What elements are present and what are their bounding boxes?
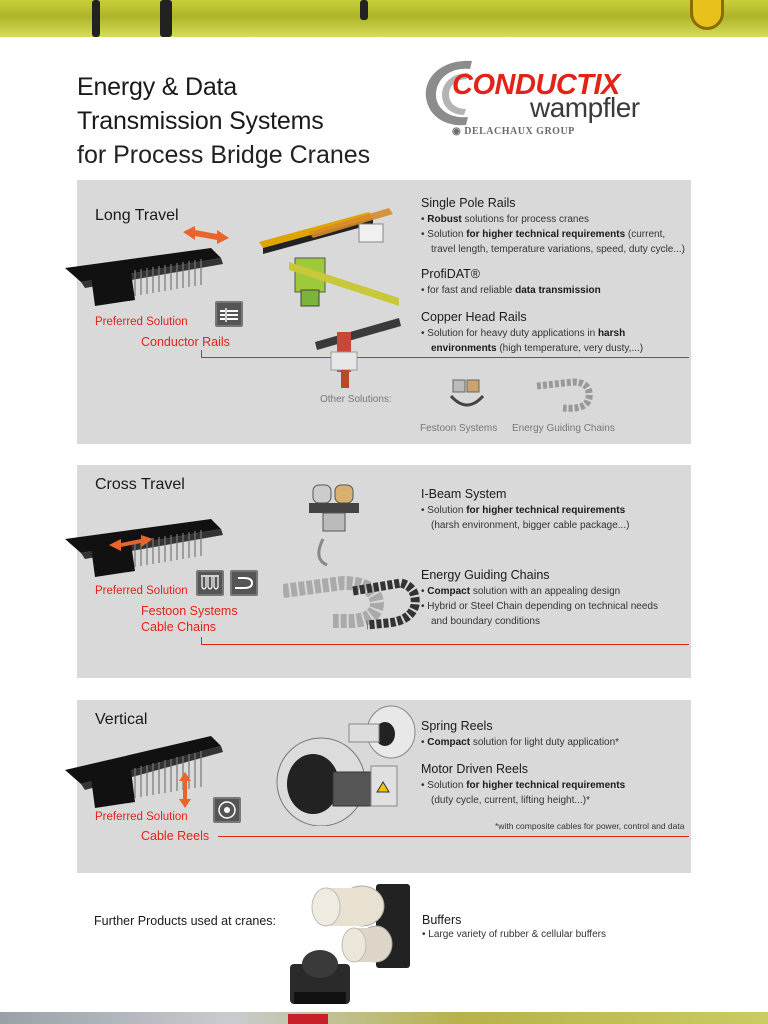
product-buffers: [422, 913, 682, 940]
product-title: ProfiDAT®: [421, 267, 480, 281]
header-photo-strip: [0, 0, 768, 37]
solution-cable-reels: Cable Reels: [141, 829, 210, 843]
product-title: Single Pole Rails: [421, 196, 516, 210]
vertical-panel: [77, 700, 691, 873]
vertical-footnote: *with composite cables for power, control and data: [495, 821, 685, 831]
product-copper-head-rails: [421, 310, 689, 356]
solution-conductor-rails: Conductor Rails: [141, 335, 230, 349]
product-bullet-cont: travel length, temperature variations, speed, duty cycle...): [431, 244, 686, 255]
crane-cross-travel-illustration: [61, 501, 241, 581]
vertical-heading: Vertical: [95, 711, 148, 728]
product-bullet: • Robust solutions for process cranes: [421, 214, 590, 225]
product-bullet: • Solution for higher technical requirements: [421, 780, 626, 791]
title-line-3: for Process Bridge Cranes: [77, 141, 371, 169]
red-connector-line: [218, 836, 689, 837]
conductor-rails-product-image: [249, 202, 417, 392]
product-energy-guiding-chains: [421, 568, 689, 629]
cable-graphic: [92, 0, 100, 37]
cable-graphic: [160, 0, 172, 37]
product-profidat: [421, 267, 689, 298]
product-title: Energy Guiding Chains: [421, 568, 550, 582]
logo-sub-text: wampfler: [530, 92, 640, 123]
company-logo: [422, 55, 692, 140]
product-bullet-cont: (duty cycle, current, lifting height...)*: [431, 795, 590, 806]
product-title: Spring Reels: [421, 719, 493, 733]
product-bullet: • Compact solution with an appealing design: [421, 586, 621, 597]
footer-photo-strip: [0, 1012, 768, 1024]
long-travel-panel: [77, 180, 691, 444]
cable-graphic: [360, 0, 368, 20]
red-connector-line: [201, 644, 689, 645]
cable-reel-icon: [213, 797, 241, 823]
other-solutions-label: Other Solutions:: [320, 394, 392, 405]
travel-direction-arrow-icon: [183, 224, 231, 246]
product-title: Motor Driven Reels: [421, 762, 528, 776]
product-bullet: • Large variety of rubber & cellular buffers: [422, 929, 606, 940]
cross-travel-heading: Cross Travel: [95, 476, 185, 493]
cable-chain-icon: [230, 570, 258, 596]
product-bullet: • Compact solution for light duty application*: [421, 737, 620, 748]
logo-brand-text: CONDUCTIX: [452, 69, 620, 101]
red-connector-tick: [201, 637, 202, 644]
product-title: Buffers: [422, 913, 462, 927]
cable-reels-product-image: [273, 702, 423, 826]
chain-product-image: [533, 376, 597, 414]
crane-hook-graphic: [690, 0, 724, 30]
product-bullet: • Solution for higher technical requirements (current,: [421, 229, 666, 240]
product-single-pole-rails: [421, 196, 689, 257]
buffers-product-image: [290, 880, 416, 1012]
title-line-1: Energy & Data: [77, 73, 237, 101]
title-line-2: Transmission Systems: [77, 107, 324, 135]
further-products-label: Further Products used at cranes:: [94, 914, 277, 928]
other-solution-festoon: Festoon Systems: [420, 423, 498, 434]
product-i-beam-system: [421, 487, 689, 533]
preferred-solution-label: Preferred Solution: [95, 316, 188, 328]
product-bullet: • Hybrid or Steel Chain depending on technical needs: [421, 601, 658, 612]
red-connector-tick: [201, 350, 202, 357]
preferred-solution-label: Preferred Solution: [95, 585, 188, 597]
solution-cable-chains: Cable Chains: [141, 620, 217, 634]
product-motor-driven-reels: [421, 762, 689, 808]
preferred-solution-label: Preferred Solution: [95, 811, 188, 823]
solution-festoon-systems: Festoon Systems: [141, 604, 238, 618]
product-bullet: • for fast and reliable data transmission: [421, 285, 601, 296]
product-bullet-cont: (harsh environment, bigger cable package...): [431, 520, 630, 531]
cross-travel-product-image: [283, 479, 423, 639]
festoon-icon: [196, 570, 224, 596]
page-title: [77, 70, 370, 172]
conductor-rail-icon: [215, 301, 243, 327]
warning-sign-graphic: [288, 1014, 328, 1024]
product-bullet: • Solution for heavy duty applications in harsh: [421, 328, 626, 339]
product-bullet: • Solution for higher technical requirements: [421, 505, 626, 516]
other-solution-chains: Energy Guiding Chains: [512, 423, 615, 434]
vertical-direction-arrow-icon: [179, 772, 191, 808]
product-bullet-cont: and boundary conditions: [431, 616, 540, 627]
product-title: Copper Head Rails: [421, 310, 527, 324]
long-travel-heading: Long Travel: [95, 207, 179, 224]
product-bullet-cont: environments (high temperature, very dusty,...): [431, 343, 644, 354]
cross-travel-panel: [77, 465, 691, 678]
festoon-product-image: [445, 376, 489, 414]
product-title: I-Beam System: [421, 487, 507, 501]
logo-group-text: ◉ DELACHAUX GROUP: [452, 126, 575, 137]
product-spring-reels: [421, 719, 689, 750]
